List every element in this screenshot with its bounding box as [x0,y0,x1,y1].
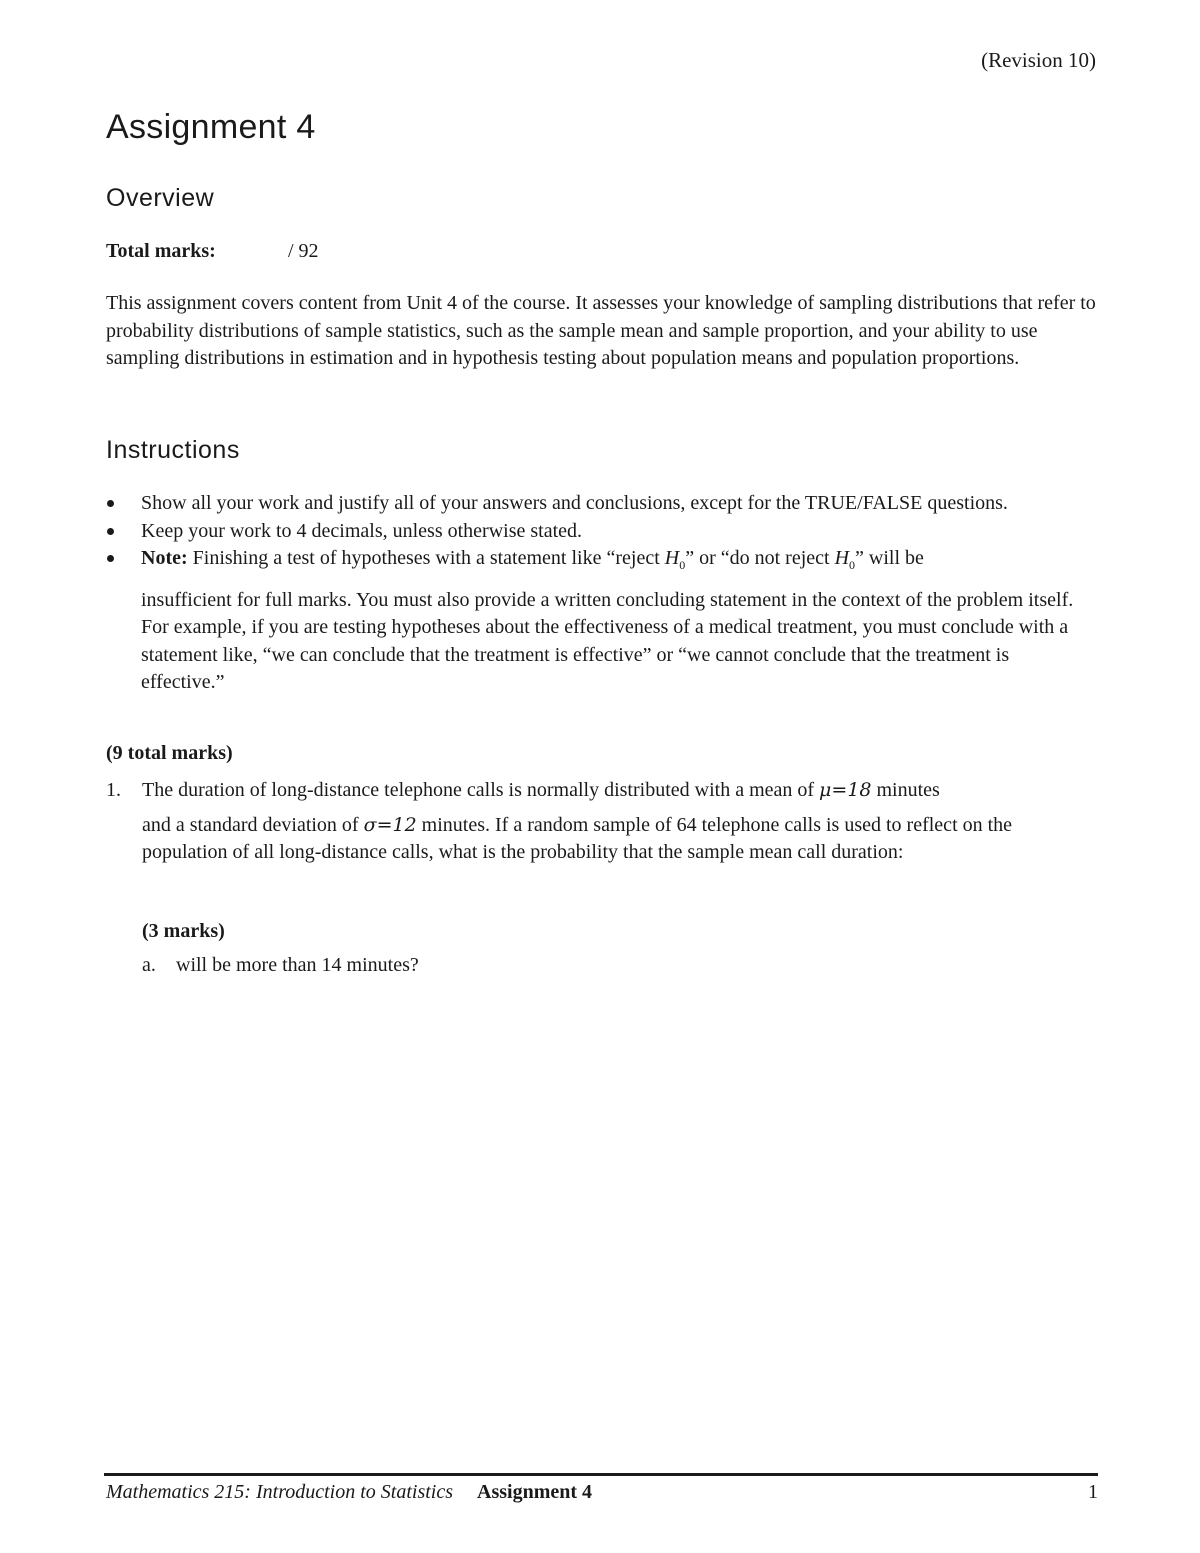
note-text-part2: ” or “do not reject [685,547,835,569]
note-rest: insufficient for full marks. You must also provide a written concluding statement in the context of the problem itself. For example, if you are testing hypotheses about the effectiveness of a medical treatment, you must conclude with a statement like, “we can conclude that the treatment is effective” or “we cannot conclude that the treatment is effective.” [141,588,1074,693]
instruction-item [106,490,1096,518]
page-footer [106,1481,1098,1504]
part-a-text: will be more than 14 minutes? [176,954,419,976]
question-1a [142,954,419,977]
total-marks [106,240,319,263]
question-line-1: The duration of long-distance telephone calls is normally distributed with a mean of μ=18 minutes [142,779,940,801]
bullet-icon [107,528,114,535]
overview-paragraph: This assignment covers content from Unit 4 of the course. It assesses your knowledge of sampling distributions that refer to probability distributions of sample statistics, such as the sample mean and sample proportion, and your ability to use sampling distributions in estimation and in hypothesis testing about population means and population proportions. [106,292,1096,369]
std-dev-expression: σ=12 [363,813,417,836]
part-a-marks: (3 marks) [142,920,225,942]
instruction-item [106,545,1096,697]
mean-expression: μ=18 [819,779,872,801]
footer-assignment: Assignment 4 [477,1481,593,1503]
instruction-item [106,518,1096,546]
total-marks-label: Total marks: [106,240,216,262]
null-hypothesis-symbol: $H_0$ [664,547,686,572]
bullet-icon [107,500,114,507]
question-1 [106,777,1096,867]
note-text-part1: Finishing a test of hypotheses with a statement like “reject [187,547,665,569]
footer-divider [104,1473,1098,1476]
question-number: 1. [106,779,121,801]
document-title: Assignment 4 [106,108,316,146]
footer-course: Mathematics 215: Introduction to Statistics [106,1481,454,1503]
question1-total-marks: (9 total marks) [106,742,233,764]
bullet-icon [107,555,114,562]
question-line-2: and a standard deviation of σ=12 minutes. If a random sample of 64 telephone calls is used to reflect on the population of all long-distance calls, what is the probability that the sample mean call duration: [142,813,1013,863]
instructions-heading: Instructions [106,436,240,464]
note-label: Note: [141,547,188,569]
page-number: 1 [1088,1481,1098,1503]
note-text-part3: ” will be [855,547,924,569]
part-letter: a. [142,954,156,976]
overview-heading: Overview [106,184,215,212]
note-first-line [141,545,1096,587]
revision-label: (Revision 10) [981,48,1096,72]
question-text [142,777,1096,867]
total-marks-value: / 92 [288,240,319,262]
instruction-text: Show all your work and justify all of your answers and conclusions, except for the TRUE/FALSE questions. [141,492,1008,514]
instructions-list [106,490,1096,697]
null-hypothesis-symbol: $H_0$ [834,547,856,572]
instruction-text: Keep your work to 4 decimals, unless otherwise stated. [141,519,583,542]
